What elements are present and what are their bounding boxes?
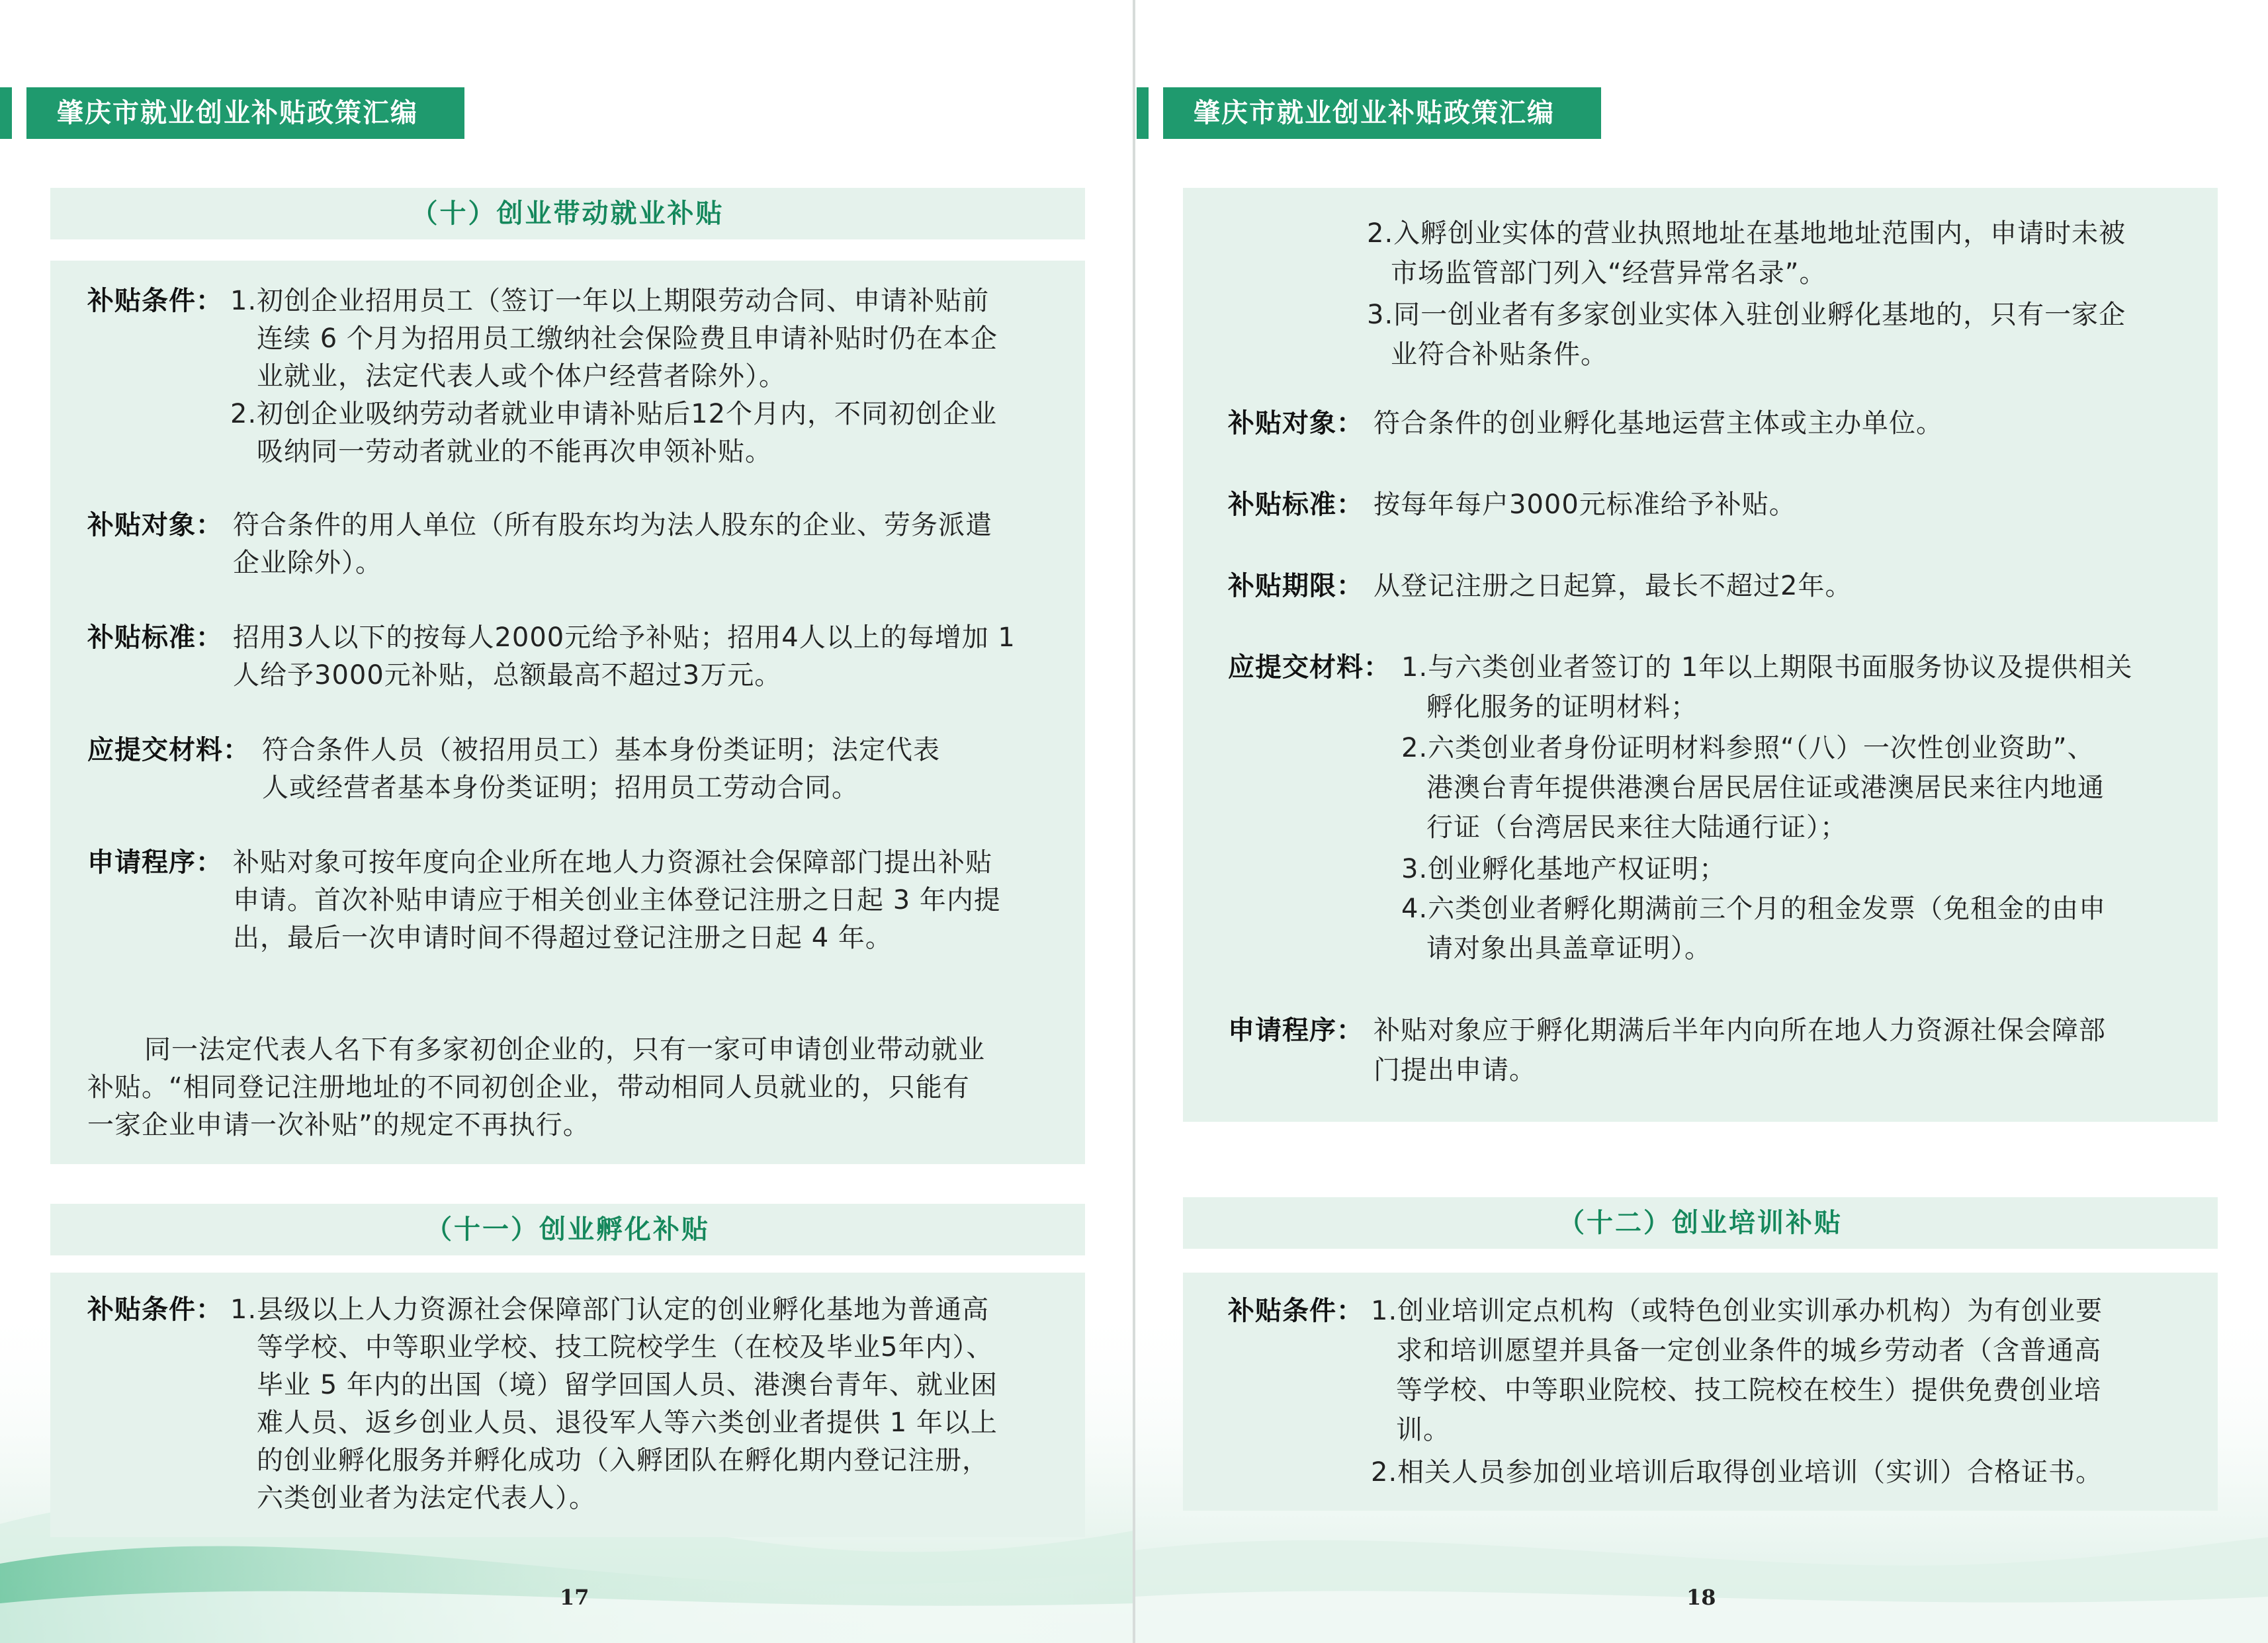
text-line: 毕业 5 年内的出国（境）留学回国人员、港澳台青年、就业困 <box>257 1370 998 1400</box>
text-line: 按每年每户3000元标准给予补贴。 <box>1374 489 1796 520</box>
text-line: 符合条件人员（被招用员工）基本身份类证明；法定代表 <box>262 735 940 765</box>
note-line: 补贴。“相同登记注册地址的不同初创企业，带动相同人员就业的，只能有 <box>87 1072 970 1103</box>
text-line: 3.同一创业者有多家创业实体入驻创业孵化基地的，只有一家企 <box>1367 300 2126 330</box>
text-line: 出，最后一次申请时间不得超过登记注册之日起 4 年。 <box>233 923 893 953</box>
text-line: 连续 6 个月为招用员工缴纳社会保险费且申请补贴时仍在本企 <box>257 323 998 354</box>
condition-label: 补贴条件： <box>1228 1296 1364 1326</box>
text-line: 招用3人以下的按每人2000元给予补贴；招用4人以上的每增加 1 <box>233 622 1016 653</box>
page-18 <box>1134 0 2268 1643</box>
text-line: 的创业孵化服务并孵化成功（入孵团队在孵化期内登记注册， <box>257 1445 989 1476</box>
materials-label: 应提交材料： <box>87 735 250 765</box>
section-title: （十）创业带动就业补贴 <box>50 188 1085 239</box>
page-header-title: 肇庆市就业创业补贴政策汇编 <box>1163 87 1601 139</box>
text-line: 补贴对象应于孵化期满后半年内向所在地人力资源社保会障部 <box>1374 1015 2106 1046</box>
standard-label: 补贴标准： <box>1228 489 1364 520</box>
section-title: （十二）创业培训补贴 <box>1183 1197 2218 1249</box>
text-line: 企业除外）。 <box>233 548 382 578</box>
text-line: 等学校、中等职业院校、技工院校在校生）提供免费创业培 <box>1396 1375 2101 1406</box>
condition-label: 补贴条件： <box>87 286 223 316</box>
text-line: 人或经营者基本身份类证明；招用员工劳动合同。 <box>262 773 859 803</box>
text-line: 人给予3000元补贴，总额最高不超过3万元。 <box>233 660 782 691</box>
text-line: 等学校、中等职业学校、技工院校学生（在校及毕业5年内）、 <box>257 1332 994 1363</box>
target-label: 补贴对象： <box>1228 408 1364 439</box>
page-header-title: 肇庆市就业创业补贴政策汇编 <box>26 87 464 139</box>
text-line: 难人员、返乡创业人员、退役军人等六类创业者提供 1 年以上 <box>257 1408 998 1438</box>
page-number: 17 <box>560 1585 589 1610</box>
text-line: 行证（台湾居民来往大陆通行证）； <box>1426 812 1847 843</box>
page-gutter <box>1133 0 1135 1643</box>
target-label: 补贴对象： <box>87 510 223 540</box>
text-line: 1.县级以上人力资源社会保障部门认定的创业孵化基地为普通高 <box>230 1294 990 1325</box>
text-line: 港澳台青年提供港澳台居民居住证或港澳居民来往内地通 <box>1426 773 2105 803</box>
text-line: 2.初创企业吸纳劳动者就业申请补贴后12个月内，不同初创企业 <box>230 399 998 429</box>
condition-label: 补贴条件： <box>87 1294 223 1325</box>
text-line: 求和培训愿望并具备一定创业条件的城乡劳动者（含普通高 <box>1396 1335 2101 1366</box>
note-line: 一家企业申请一次补贴”的规定不再执行。 <box>87 1110 590 1140</box>
text-line: 训。 <box>1396 1415 1450 1445</box>
text-line: 业符合补贴条件。 <box>1391 339 1608 370</box>
text-line: 符合条件的用人单位（所有股东均为法人股东的企业、劳务派遣 <box>233 510 992 540</box>
text-line: 从登记注册之日起算，最长不超过2年。 <box>1374 571 1853 601</box>
text-line: 2.相关人员参加创业培训后取得创业培训（实训）合格证书。 <box>1371 1457 2103 1488</box>
period-label: 补贴期限： <box>1228 571 1364 601</box>
procedure-label: 申请程序： <box>87 847 223 878</box>
note-line: 同一法定代表人名下有多家初创企业的，只有一家可申请创业带动就业 <box>144 1034 985 1065</box>
text-line: 1.创业培训定点机构（或特色创业实训承办机构）为有创业要 <box>1371 1296 2103 1326</box>
materials-label: 应提交材料： <box>1228 652 1391 683</box>
page-number: 18 <box>1686 1585 1716 1610</box>
text-line: 1.与六类创业者签订的 1年以上期限书面服务协议及提供相关 <box>1401 652 2133 683</box>
text-line: 请对象出具盖章证明）。 <box>1426 933 1712 964</box>
standard-label: 补贴标准： <box>87 622 223 653</box>
text-line: 业就业，法定代表人或个体户经营者除外）。 <box>257 361 786 392</box>
text-line: 1.初创企业招用员工（签订一年以上期限劳动合同、申请补贴前 <box>230 286 990 316</box>
text-line: 门提出申请。 <box>1374 1055 1536 1085</box>
text-line: 2.六类创业者身份证明材料参照“（八）一次性创业资助”、 <box>1401 733 2095 763</box>
text-line: 申请。首次补贴申请应于相关创业主体登记注册之日起 3 年内提 <box>233 885 1001 915</box>
text-line: 吸纳同一劳动者就业的不能再次申领补贴。 <box>257 437 772 467</box>
procedure-label: 申请程序： <box>1228 1015 1364 1046</box>
section-title: （十一）创业孵化补贴 <box>50 1204 1085 1255</box>
text-line: 符合条件的创业孵化基地运营主体或主办单位。 <box>1374 408 1943 439</box>
text-line: 4.六类创业者孵化期满前三个月的租金发票（免租金的由申 <box>1401 894 2107 924</box>
text-line: 孵化服务的证明材料； <box>1426 692 1698 722</box>
text-line: 补贴对象可按年度向企业所在地人力资源社会保障部门提出补贴 <box>233 847 992 878</box>
header-accent-bar <box>1137 87 1149 139</box>
text-line: 2.入孵创业实体的营业执照地址在基地地址范围内，申请时未被 <box>1367 218 2126 249</box>
text-line: 3.创业孵化基地产权证明； <box>1401 854 1727 884</box>
header-accent-bar <box>0 87 12 139</box>
text-line: 六类创业者为法定代表人）。 <box>257 1483 596 1513</box>
text-line: 市场监管部门列入“经营异常名录”。 <box>1391 258 1827 288</box>
